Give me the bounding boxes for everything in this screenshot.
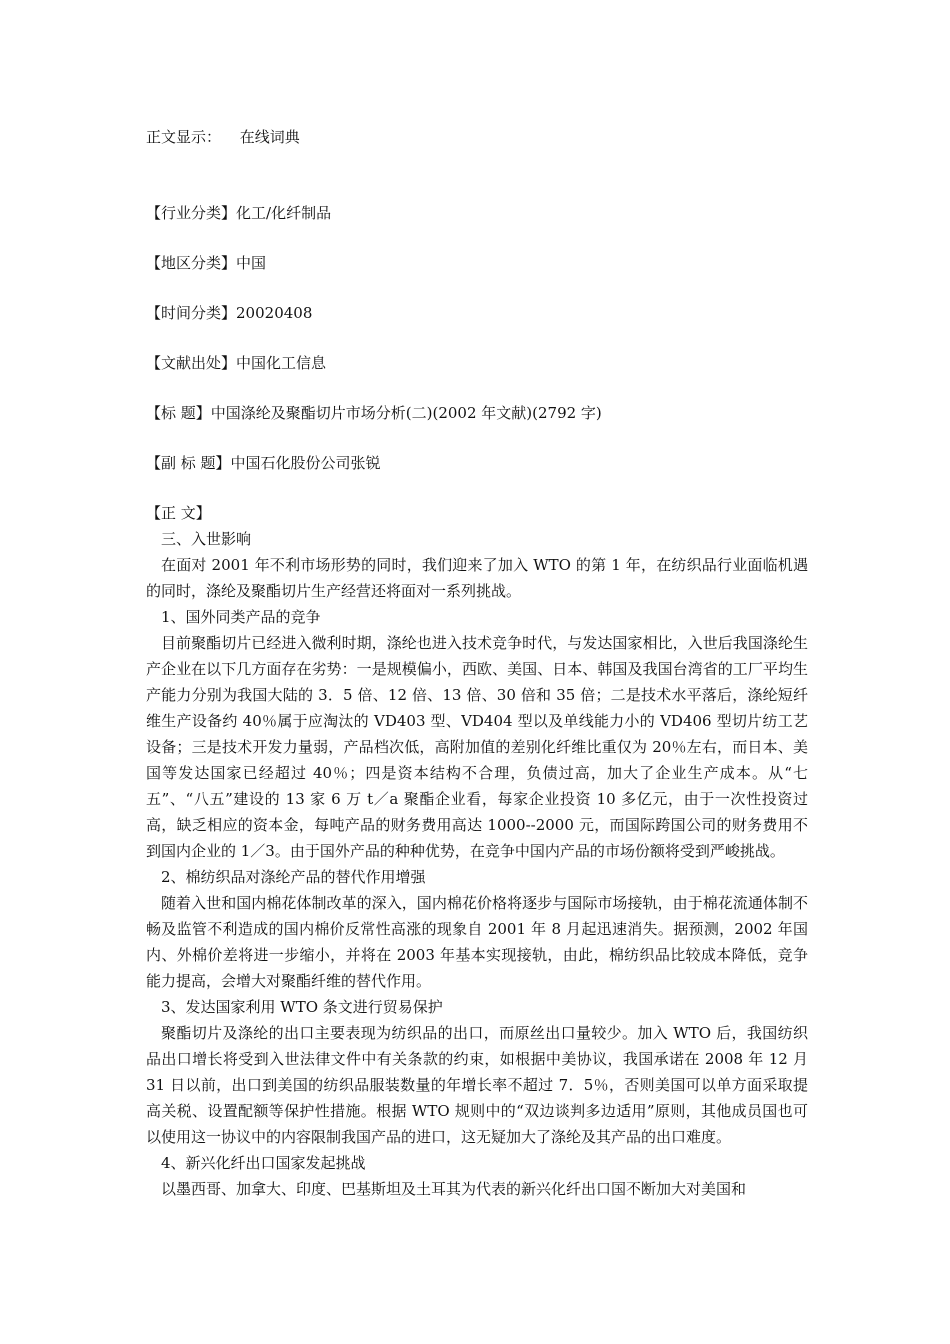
paragraph: 聚酯切片及涤纶的出口主要表现为纺织品的出口，而原丝出口量较少。加入 WTO 后，我国纺织品出口增长将受到入世法律文件中有关条款的约束，如根据中美协议，我国承诺在 2008 年 12 月 31 日以前，出口到美国的纺织品服装数量的年增长率不超过 7．5％，否则美国可以单方面采取提高关税、设置配额等保护性措施。根据 WTO 规则中的“双边谈判多边适用”原则，其他成员国也可以使用这一协议中的内容限制我国产品的进口，这无疑加大了涤纶及其产品的出口难度。 [146, 1024, 808, 1146]
meta-title [146, 400, 808, 426]
meta-label: 【时间分类】 [146, 304, 237, 322]
meta-industry [146, 200, 808, 226]
meta-label: 【地区分类】 [146, 254, 237, 272]
display-label: 正文显示： [146, 128, 222, 146]
meta-label: 【行业分类】 [146, 204, 237, 222]
document-page [146, 124, 808, 1202]
body-label: 【正 文】 [146, 504, 211, 522]
meta-subtitle [146, 450, 808, 476]
article-body [146, 526, 808, 1202]
meta-value: 20020408 [236, 304, 313, 322]
section-heading: 三、入世影响 [161, 530, 252, 548]
meta-label: 【标 题】 [146, 404, 211, 422]
meta-label: 【文献出处】 [146, 354, 237, 372]
meta-source [146, 350, 808, 376]
paragraph: 以墨西哥、加拿大、印度、巴基斯坦及土耳其为代表的新兴化纤出口国不断加大对美国和 [161, 1180, 747, 1198]
meta-value: 中国涤纶及聚酯切片市场分析(二)(2002 年文献)(2792 字) [210, 404, 602, 422]
section-heading: 3、发达国家利用 WTO 条文进行贸易保护 [161, 998, 443, 1016]
section-heading: 2、棉纺织品对涤纶产品的替代作用增强 [161, 868, 426, 886]
paragraph: 目前聚酯切片已经进入微利时期，涤纶也进入技术竞争时代，与发达国家相比，入世后我国涤纶生产企业在以下几方面存在劣势：一是规模偏小，西欧、美国、日本、韩国及我国台湾省的工厂平均生产能力分别为我国大陆的 3．5 倍、12 倍、13 倍、30 倍和 35 倍；二是技术水平落后，涤纶短纤维生产设备约 40％属于应淘汰的 VD403 型、VD404 型以及单线能力小的 VD406 型切片纺工艺设备；三是技术开发力量弱，产品档次低，高附加值的差别化纤维比重仅为 20％左右，而日本、美国等发达国家已经超过 40％；四是资本结构不合理，负债过高，加大了企业生产成本。从“七五”、“八五”建设的 13 家 6 万 t／a 聚酯企业看，每家企业投资 10 多亿元，由于一次性投资过高，缺乏相应的资本金，每吨产品的财务费用高达 1000--2000 元，而国际跨国公司的财务费用不到国内企业的 1／3。由于国外产品的种种优势，在竞争中国内产品的市场份额将受到严峻挑战。 [146, 634, 808, 860]
meta-value: 化工/化纤制品 [236, 204, 332, 222]
meta-time [146, 300, 808, 326]
paragraph: 随着入世和国内棉花体制改革的深入，国内棉花价格将逐步与国际市场接轨，由于棉花流通体制不畅及监管不利造成的国内棉价反常性高涨的现象自 2001 年 8 月起迅速消失。据预测，2002 年国内、外棉价差将进一步缩小，并将在 2003 年基本实现接轨，由此，棉纺织品比较成本降低，竞争能力提高，会增大对聚酯纤维的替代作用。 [146, 894, 808, 990]
meta-value: 中国化工信息 [236, 354, 327, 372]
meta-value: 中国 [236, 254, 267, 272]
meta-value: 中国石化股份公司张锐 [230, 454, 381, 472]
meta-region [146, 250, 808, 276]
display-line [146, 124, 808, 150]
display-link-online-dictionary[interactable]: 在线词典 [239, 128, 300, 146]
meta-label: 【副 标 题】 [146, 454, 231, 472]
paragraph: 在面对 2001 年不利市场形势的同时，我们迎来了加入 WTO 的第 1 年，在纺织品行业面临机遇的同时，涤纶及聚酯切片生产经营还将面对一系列挑战。 [146, 556, 808, 600]
section-heading: 4、新兴化纤出口国家发起挑战 [161, 1154, 366, 1172]
section-heading: 1、国外同类产品的竞争 [161, 608, 321, 626]
